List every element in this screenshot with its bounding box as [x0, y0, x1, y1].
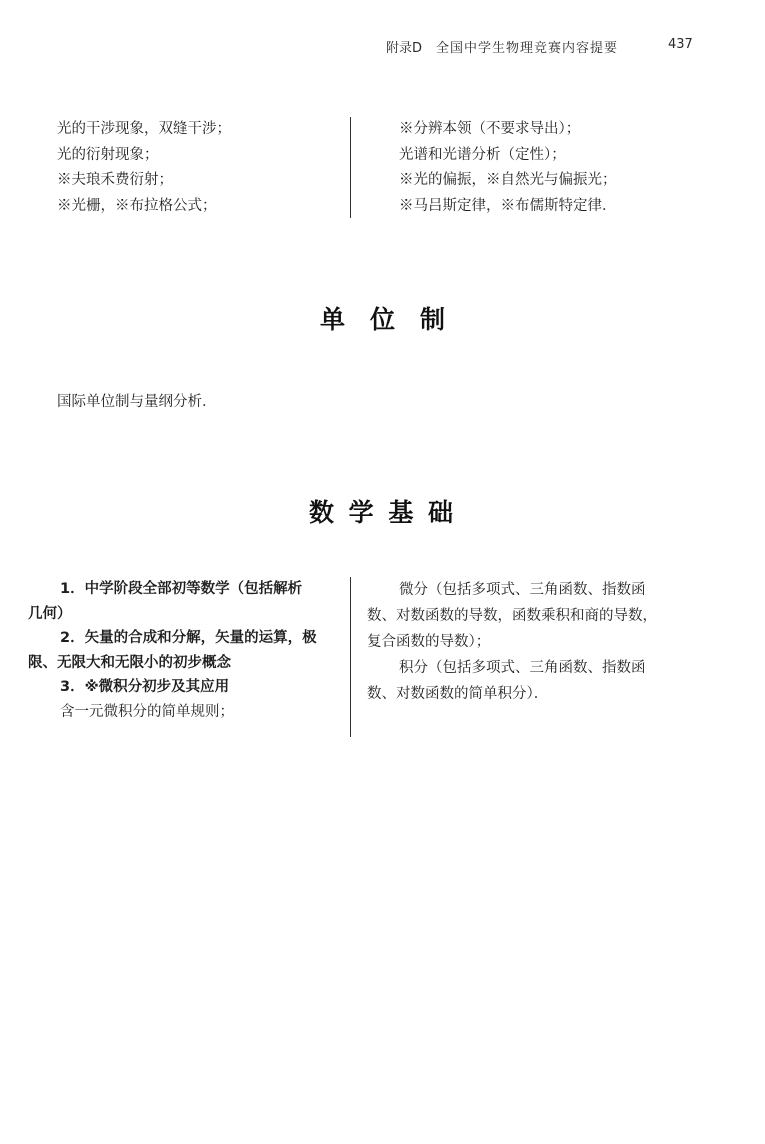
math-item-2-line: 2．矢量的合成和分解，矢量的运算，极: [60, 630, 317, 646]
math-heading: 数 学 基 础: [308, 498, 457, 527]
header-title: 全国中学生物理竞赛内容提要: [436, 41, 619, 56]
optics-right-line: 光谱和光谱分析（定性）；: [399, 146, 566, 163]
integral-line: 积分（包括多项式、三角函数、指数函: [399, 660, 646, 676]
differential-line: 数、对数函数的导数，函数乘积和商的导数，: [367, 608, 657, 624]
integral-line: 数、对数函数的简单积分）．: [367, 686, 549, 702]
optics-right-column: [399, 117, 617, 219]
optics-right-line: ※光的偏振，※自然光与偏振光；: [399, 172, 617, 188]
appendix-label: 附录D: [386, 41, 423, 56]
optics-left-line: 光的干涉现象，双缝干涉；: [57, 121, 231, 137]
math-item-1-continued: 几何）: [28, 605, 72, 622]
calculus-rules-line: 含一元微积分的简单规则；: [60, 703, 234, 720]
units-heading: 单 位 制: [319, 305, 445, 334]
math-left-column: [28, 577, 340, 724]
optics-right-line: ※分辨本领（不要求导出）；: [399, 121, 581, 137]
optics-left-line: 光的衍射现象；: [57, 146, 159, 163]
optics-left-line: ※光栅，※布拉格公式；: [57, 197, 217, 214]
math-item-2-continued: 限、无限大和无限小的初步概念: [28, 654, 231, 671]
optics-right-line: ※马吕斯定律，※布儒斯特定律．: [399, 197, 617, 214]
optics-left-line: ※夫琅禾费衍射；: [57, 172, 173, 188]
differential-line: 复合函数的导数）；: [367, 634, 491, 650]
differential-line: 微分（包括多项式、三角函数、指数函: [399, 582, 646, 598]
math-right-column: [367, 577, 687, 707]
units-text: 国际单位制与量纲分析．: [57, 394, 217, 410]
math-item-3-line: 3．※微积分初步及其应用: [60, 679, 230, 695]
optics-column-divider: [350, 117, 351, 218]
page-number: 437: [668, 37, 693, 52]
optics-left-column: [57, 117, 231, 219]
running-header: [0, 37, 765, 57]
math-item-1-line: 1．中学阶段全部初等数学（包括解析: [60, 581, 303, 597]
math-column-divider: [350, 577, 351, 737]
